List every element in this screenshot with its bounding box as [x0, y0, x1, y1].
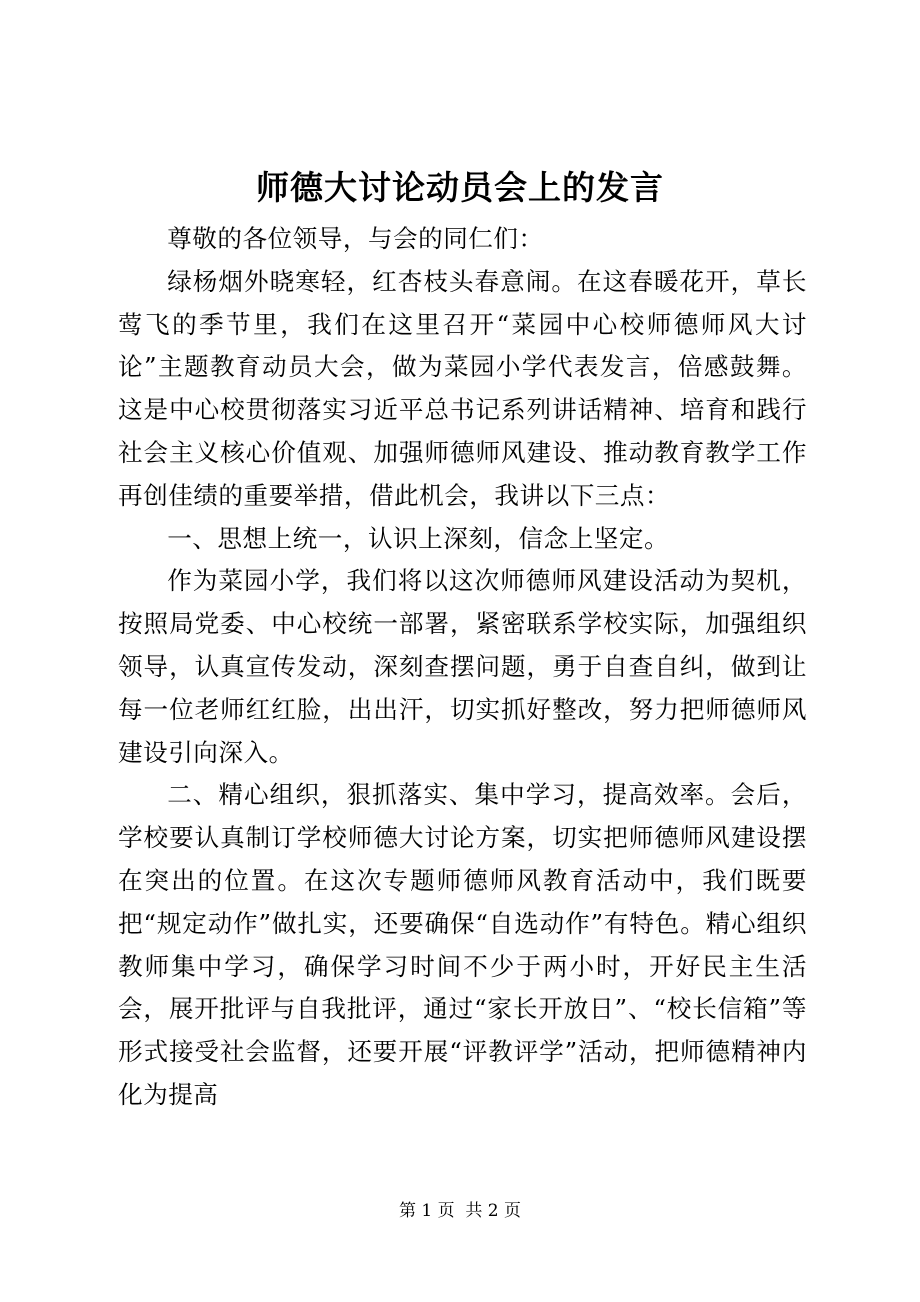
salutation-paragraph: 尊敬的各位领导，与会的同仁们：	[167, 224, 544, 253]
footer-separator	[455, 1201, 466, 1221]
opening-paragraph: 绿杨烟外晓寒轻，红杏枝头春意闹。在这春暖花开，草长莺飞的季节里，我们在这里召开“菜园中心校师德师风大讨论”主题教育动员大会，做为菜园小学代表发言，倍感鼓舞。这是中心校贯彻落实习近平总书记系列讲话精神、培育和践行社会主义核心价值观、加强师德师风建设、推动教育教学工作再创佳绩的重要举措，借此机会，我讲以下三点：	[118, 266, 807, 510]
page-footer	[0, 1198, 920, 1224]
point-two-paragraph: 二、精心组织，狠抓落实、集中学习，提高效率。会后，学校要认真制订学校师德大讨论方案，切实把师德师风建设摆在突出的位置。在这次专题师德师风教育活动中，我们既要把“规定动作”做扎实，还要确保“自选动作”有特色。精心组织教师集中学习，确保学习时间不少于两小时，开好民主生活会，展开批评与自我批评，通过“家长开放日”、“校长信箱”等形式接受社会监督，还要开展“评教评学”活动，把师德精神内化为提高	[118, 780, 807, 1109]
point-one-heading: 一、思想上统一，认识上深刻，信念上坚定。	[167, 523, 670, 553]
point-one-paragraph: 作为菜园小学，我们将以这次师德师风建设活动为契机，按照局党委、中心校统一部署，紧密联系学校实际，加强组织领导，认真宣传发动，深刻查摆问题，勇于自查自纠，做到让每一位老师红红脸，出出汗，切实抓好整改，努力把师德师风建设引向深入。	[118, 566, 807, 767]
page-number: 第 1 页	[398, 1201, 455, 1221]
document-body	[118, 218, 807, 1117]
page-total: 共 2 页	[465, 1201, 522, 1221]
document-title: 师德大讨论动员会上的发言	[256, 168, 664, 207]
